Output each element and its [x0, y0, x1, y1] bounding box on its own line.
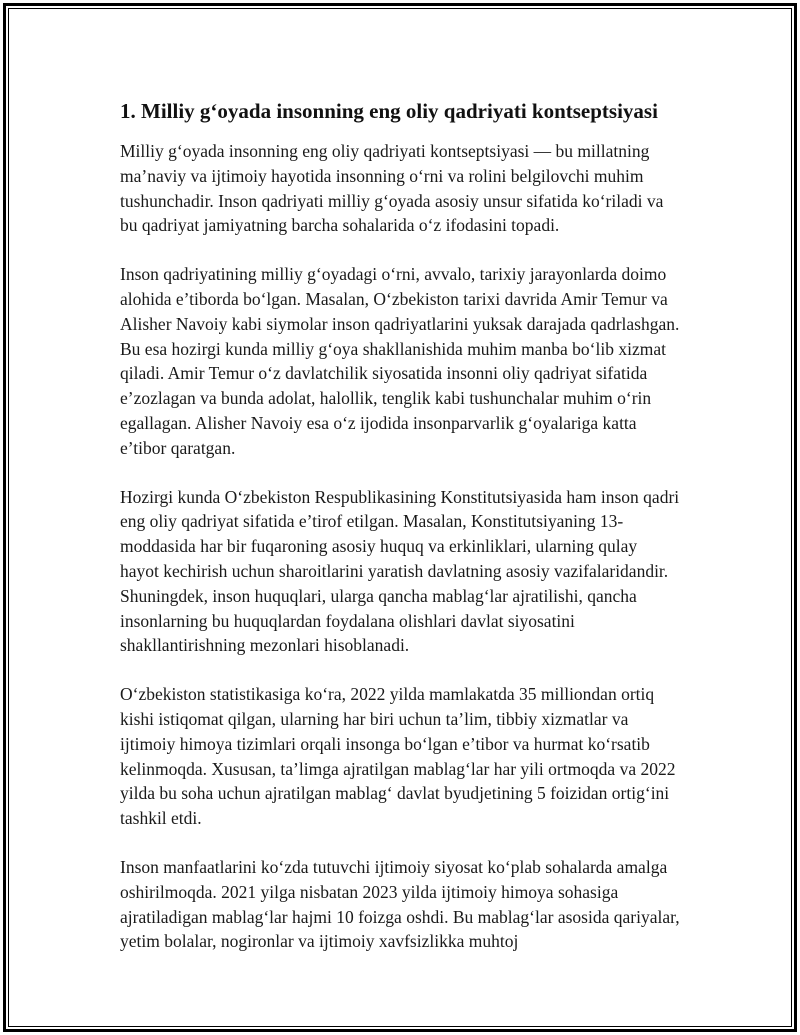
paragraph-2: Inson qadriyatining milliy g‘oyadagi o‘rni, avvalo, tarixiy jarayonlarda doimo alohida e’tiborda bo‘lgan. Masalan, O‘zbekiston tarixi davrida Amir Temur va Alisher Navoiy kabi siymolar inson qadriyatlarini yuksak darajada qadrlashgan. Bu esa hozirgi kunda milliy g‘oya shakllanishida muhim manba bo‘lib xizmat qiladi. Amir Temur o‘z davlatchilik siyosatida insonni oliy qadriyat sifatida e’zozlagan va bunda adolat, halollik, tenglik kabi tushunchalar muhim o‘rin egallagan. Alisher Navoiy esa o‘z ijodida insonparvarlik g‘oyalariga katta e’tibor qaratgan. [120, 264, 680, 458]
paragraph-3: Hozirgi kunda O‘zbekiston Respublikasining Konstitutsiyasida ham inson qadri eng oliy qadriyat sifatida e’tirof etilgan. Masalan, Konstitutsiyaning 13-moddasida har bir fuqaroning asosiy huquq va erkinliklari, ularning qulay hayot kechirish uchun sharoitlarini yaratish davlatning asosiy vazifalaridandir. Shuningdek, inson huquqlari, ularga qancha mablag‘lar ajratilishi, qancha insonlarning bu huquqlardan foydalana olishlari davlat siyosatini shakllantirishning mezonlari hisoblanadi. [120, 486, 680, 656]
document-page [3, 3, 797, 1032]
section-heading: 1. Milliy g‘oyada insonning eng oliy qadriyati kontseptsiyasi [120, 99, 658, 123]
document-body [120, 96, 680, 978]
paragraph-1: Milliy g‘oyada insonning eng oliy qadriyati kontseptsiyasi — bu millatning ma’naviy va ijtimoiy hayotida insonning o‘rni va rolini belgilovchi muhim tushunchadir. Inson qadriyati milliy g‘oyada asosiy unsur sifatida ko‘riladi va bu qadriyat jamiyatning barcha sohalarida o‘z ifodasini topadi. [120, 141, 664, 236]
paragraph-5: Inson manfaatlarini ko‘zda tutuvchi ijtimoiy siyosat ko‘plab sohalarda amalga oshirilmoqda. 2021 yilga nisbatan 2023 yilda ijtimoiy himoya sohasiga ajratiladigan mablag‘lar hajmi 10 foizga oshdi. Bu mablag‘lar asosida qariyalar, yetim bolalar, nogironlar va ijtimoiy xavfsizlikka muhtoj [120, 856, 680, 952]
paragraph-4: O‘zbekiston statistikasiga ko‘ra, 2022 yilda mamlakatda 35 milliondan ortiq kishi istiqomat qilgan, ularning har biri uchun ta’lim, tibbiy xizmatlar va ijtimoiy himoya tizimlari orqali insonga bo‘lgan e’tibor va hurmat ko‘rsatib kelinmoqda. Xususan, ta’limga ajratilgan mablag‘lar har yili ortmoqda va 2022 yilda bu soha uchun ajratilgan mablag‘ davlat byudjetining 5 foizidan ortig‘ini tashkil etdi. [120, 684, 676, 829]
